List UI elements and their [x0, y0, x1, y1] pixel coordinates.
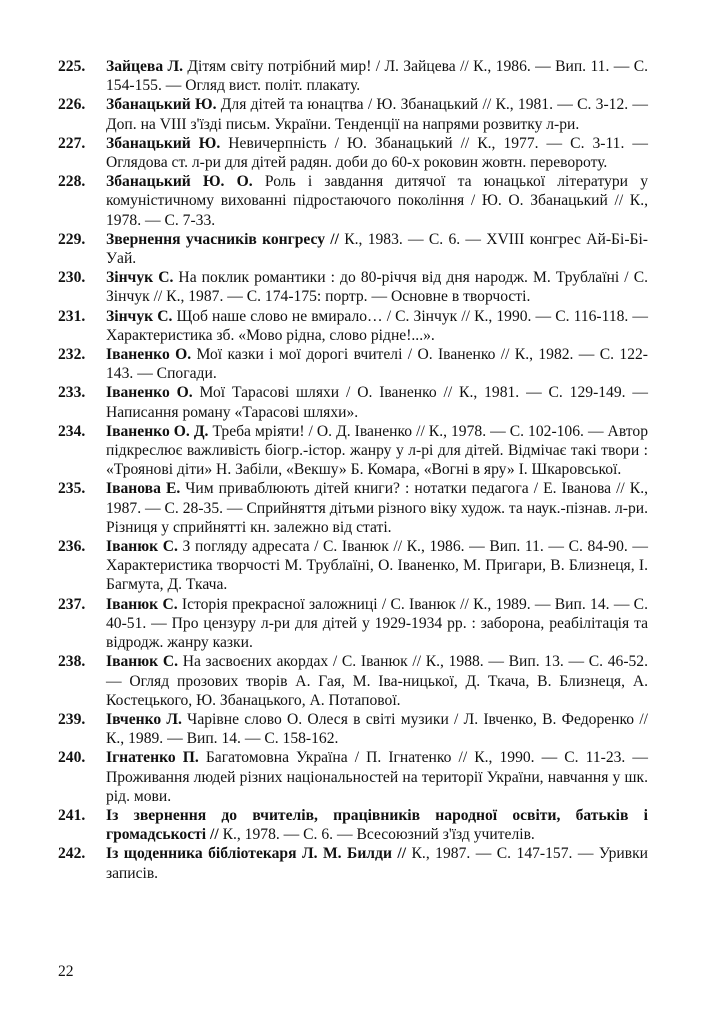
- bibliography-entry: [58, 748, 648, 806]
- entry-number: 226.: [58, 96, 86, 114]
- entry-number: 236.: [58, 538, 86, 556]
- bibliography-entry: [58, 422, 648, 480]
- entry-number: 240.: [58, 749, 86, 767]
- entry-number: 233.: [58, 384, 86, 402]
- entry-number: 231.: [58, 307, 86, 325]
- bibliography-entry: [58, 307, 648, 345]
- entry-author: Іванюк С.: [106, 653, 179, 671]
- bibliography-entry: [58, 95, 648, 133]
- entry-number: 239.: [58, 710, 86, 728]
- bibliography-entry: [58, 134, 648, 172]
- entry-author: Збанацький Ю.: [106, 96, 217, 114]
- entry-author: Івченко Л.: [106, 710, 182, 728]
- entry-text: З погляду адресата / С. Іванюк // К., 1986. — Вип. 11. — С. 84-90. — Характеристика творчості М. Трублаїні, О. Іваненко, М. Пригари, В. Близнеця, І. Багмута, Д. Ткача.: [106, 538, 648, 594]
- entry-text: Щоб наше слово не вмирало… / С. Зінчук // К., 1990. — С. 116-118. — Характеристика зб. «Мово рідна, слово рідне!...».: [106, 307, 648, 344]
- entry-number: 228.: [58, 173, 86, 191]
- entry-number: 225.: [58, 58, 86, 75]
- entry-author: Зінчук С.: [106, 269, 174, 287]
- entry-author: Зайцева Л.: [106, 58, 184, 75]
- bibliography-entry: [58, 537, 648, 595]
- entry-author: Звернення учасників конгресу //: [106, 230, 339, 248]
- entry-number: 242.: [58, 845, 86, 863]
- entry-text: Багатомовна Україна / П. Ігнатенко // К., 1990. — С. 11-23. — Проживання людей різних національностей на території України, навчання у шк. рід. мови.: [106, 749, 648, 805]
- entry-author: Іваненко О.: [106, 346, 192, 364]
- bibliography-entry: [58, 844, 648, 882]
- entry-text: К., 1987. — С. 147-157. — Уривки записів.: [106, 845, 648, 882]
- bibliography-entry: [58, 383, 648, 421]
- bibliography-entry: [58, 806, 648, 844]
- entry-text: Чим приваблюють дітей книги? : нотатки педагога / Е. Іванова // К., 1987. — С. 28-35. — Сприйняття дітьми різного віку худож. та наук.-пізнав. л-ри. Різниця у сприйнятті кн. залежно від статі.: [106, 480, 648, 536]
- entry-author: Іваненко О. Д.: [106, 422, 209, 440]
- entry-number: 238.: [58, 653, 86, 671]
- entry-text: Невичерпність / Ю. Збанацький // К., 1977. — С. 3-11. — Оглядова ст. л-ри для дітей радян. доби до 60-х роковин жовтн. перевороту.: [106, 134, 648, 172]
- entry-number: 235.: [58, 480, 86, 498]
- entry-text: Роль і завдання дитячої та юнацької літератури у комуністичному вихованні підростаючого покоління / Ю. О. Збанацький // К., 1978. — С. 7-33.: [106, 173, 648, 229]
- bibliography-entry: [58, 172, 648, 230]
- entry-number: 234.: [58, 422, 86, 440]
- entry-number: 232.: [58, 346, 86, 364]
- entry-author: Іванюк С.: [106, 595, 178, 613]
- entry-text: Для дітей та юнацтва / Ю. Збанацький // К., 1981. — С. 3-12. — Доп. на VIII з'їзді письм. України. Тенденції на напрями розвитку л-ри.: [106, 96, 648, 133]
- entry-text: К., 1978. — С. 6. — Всесоюзний з'їзд учителів.: [218, 826, 535, 844]
- entry-author: Збанацький Ю. О.: [106, 173, 253, 191]
- entry-text: К., 1983. — С. 6. — XVIII конгрес Ай-Бі-Бі-Уай.: [106, 230, 648, 268]
- entry-text: Чарівне слово О. Олеся в світі музики / Л. Івченко, В. Федоренко // К., 1989. — Вип. 14. — С. 158-162.: [106, 710, 648, 748]
- entry-text: Треба мріяти! / О. Д. Іваненко // К., 1978. — С. 102-106. — Автор підкреслює важливість біогр.-істор. жанру у л-рі для дітей. Відмічає такі твори : «Троянові діти» Н. Забіли, «Векшу» Б. Комара, «Вогні в яру» І. Шкаровської.: [106, 422, 648, 479]
- entry-author: Іванова Е.: [106, 480, 181, 498]
- entry-number: 227.: [58, 134, 86, 152]
- entry-text: Мої Тарасові шляхи / О. Іваненко // К., 1981. — С. 129-149. — Написання роману «Тарасові шляхи».: [106, 384, 649, 421]
- entry-author: Іванюк С.: [106, 538, 178, 556]
- bibliography-entry: [58, 268, 648, 306]
- bibliography-entry: [58, 57, 648, 95]
- bibliography-entry: [58, 652, 648, 710]
- entry-text: На засвоєних акордах / С. Іванюк // К., 1988. — Вип. 13. — С. 46-52. — Огляд прозових творів А. Гая, М. Іва-ницької, Д. Ткача, В. Близнеця, А. Костецького, Ю. Збанацького, А. Потапової.: [106, 653, 648, 709]
- bibliography-entry: [58, 345, 648, 383]
- entry-text: Мої казки і мої дорогі вчителі / О. Іваненко // К., 1982. — С. 122-143. — Спогади.: [106, 346, 648, 383]
- entry-author: Із звернення до вчителів, працівників народної освіти, батьків і громадськості //: [106, 806, 648, 844]
- entry-text: Історія прекрасної заложниці / С. Іванюк // К., 1989. — Вип. 14. — С. 40-51. — Про цензуру л-ри для дітей у 1929-1934 рр. : заборона, реабілітація та відродж. жанру казки.: [106, 595, 648, 652]
- bibliography-entry: [58, 230, 648, 268]
- page-number: 22: [58, 963, 74, 980]
- entry-number: 241.: [58, 806, 86, 824]
- entry-author: Ігнатенко П.: [106, 749, 199, 767]
- bibliography-entry: [58, 595, 648, 653]
- entry-number: 237.: [58, 595, 86, 613]
- entry-number: 229.: [58, 230, 86, 248]
- entry-author: Зінчук С.: [106, 307, 173, 325]
- bibliography-entry: [58, 710, 648, 748]
- entry-author: Збанацький Ю.: [106, 134, 221, 152]
- entry-text: На поклик романтики : до 80-річчя від дня народж. М. Трублаїні / С. Зінчук // К., 1987. — С. 174-175: портр. — Основне в творчості.: [106, 269, 648, 306]
- entry-number: 230.: [58, 269, 86, 287]
- bibliography-entry: [58, 479, 648, 537]
- entry-author: Іваненко О.: [106, 384, 193, 402]
- entry-author: Із щоденника бібліотекаря Л. М. Билди //: [106, 845, 407, 863]
- entry-text: Дітям світу потрібний мир! / Л. Зайцева // К., 1986. — Вип. 11. — С. 154-155. — Огляд вист. політ. плакату.: [106, 58, 648, 95]
- bibliography-list: [58, 57, 648, 883]
